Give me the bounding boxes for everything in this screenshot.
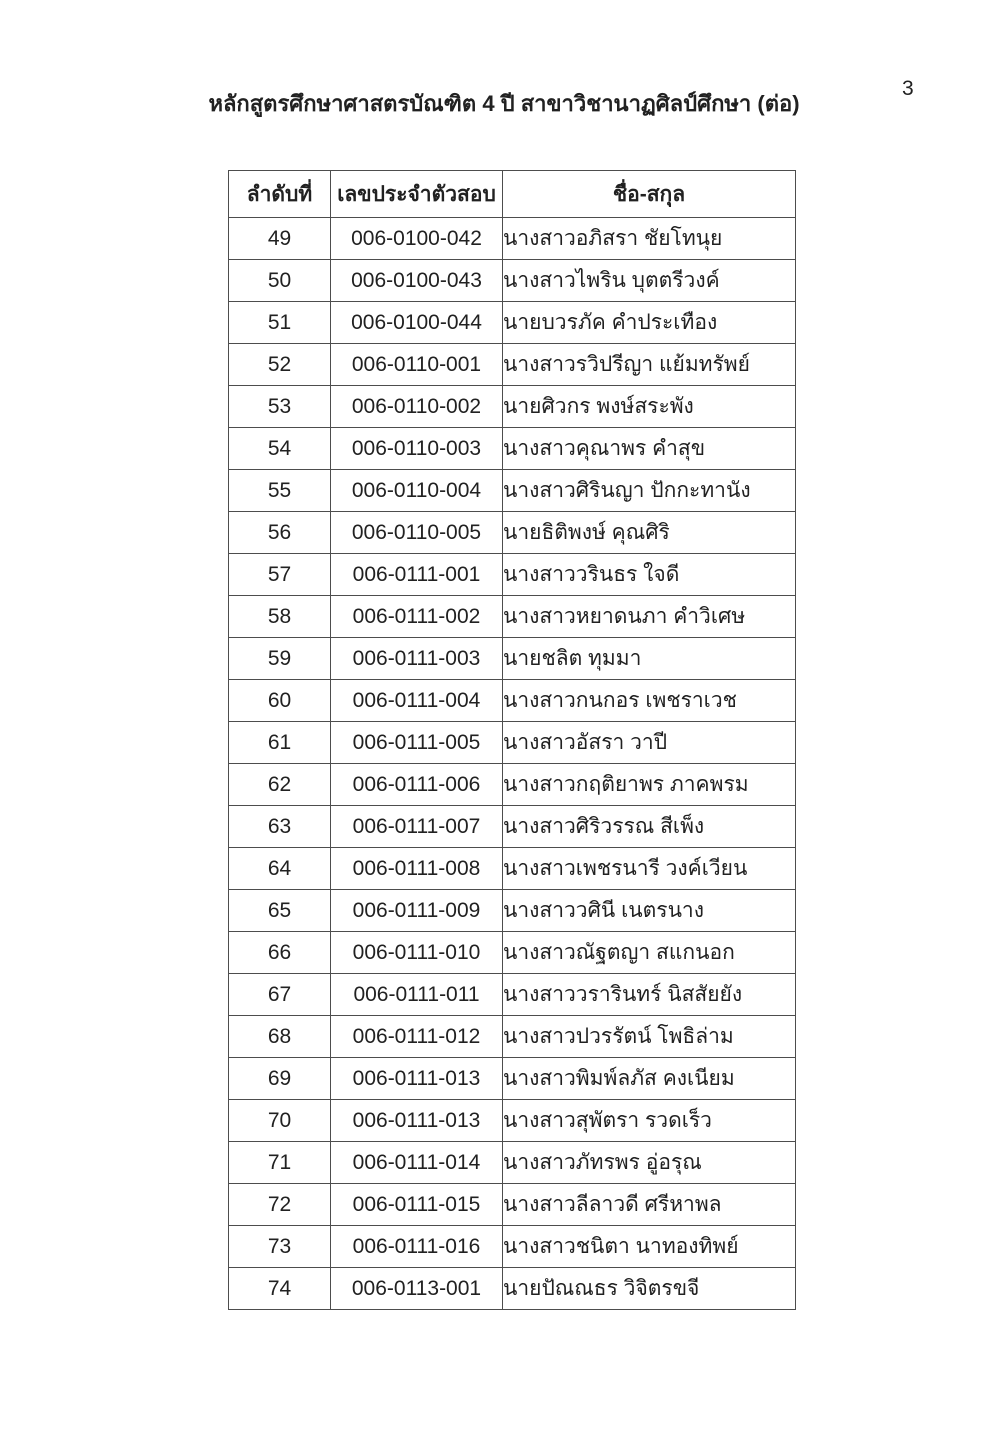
row-candidate-name: นางสาวคุณาพร คำสุข [503,428,796,470]
row-order-number: 74 [229,1268,331,1310]
row-candidate-name: นางสาวไพริน บุตตรีวงค์ [503,260,796,302]
row-exam-id: 006-0111-010 [331,932,503,974]
row-order-number: 56 [229,512,331,554]
table-row [229,722,796,764]
row-order-number: 54 [229,428,331,470]
table-row [229,1226,796,1268]
table-header [229,171,796,218]
table-row [229,1268,796,1310]
table-row [229,260,796,302]
table-row [229,1142,796,1184]
table-row [229,974,796,1016]
row-candidate-name: นางสาววศินี เนตรนาง [503,890,796,932]
row-order-number: 52 [229,344,331,386]
row-candidate-name: นายปัณณธร วิจิตรขจี [503,1268,796,1310]
row-candidate-name: นางสาวศิริวรรณ สีเพ็ง [503,806,796,848]
row-candidate-name: นางสาวกนกอร เพชราเวช [503,680,796,722]
row-exam-id: 006-0110-002 [331,386,503,428]
row-candidate-name: นางสาวอภิสรา ชัยโทนุย [503,218,796,260]
table-header-row [229,171,796,218]
row-exam-id: 006-0110-003 [331,428,503,470]
table-row [229,428,796,470]
row-exam-id: 006-0100-044 [331,302,503,344]
table-row [229,218,796,260]
row-exam-id: 006-0111-003 [331,638,503,680]
header-order-number: ลำดับที่ [229,171,331,218]
row-candidate-name: นางสาวรวิปรีญา แย้มทรัพย์ [503,344,796,386]
row-exam-id: 006-0100-043 [331,260,503,302]
header-full-name: ชื่อ-สกุล [503,171,796,218]
table-row [229,764,796,806]
row-exam-id: 006-0100-042 [331,218,503,260]
row-order-number: 49 [229,218,331,260]
row-candidate-name: นางสาวชนิตา นาทองทิพย์ [503,1226,796,1268]
row-exam-id: 006-0111-006 [331,764,503,806]
row-exam-id: 006-0111-011 [331,974,503,1016]
row-candidate-name: นายบวรภัค คำประเทือง [503,302,796,344]
row-exam-id: 006-0111-014 [331,1142,503,1184]
row-exam-id: 006-0111-005 [331,722,503,764]
table-row [229,1184,796,1226]
row-order-number: 58 [229,596,331,638]
row-order-number: 55 [229,470,331,512]
table-row [229,596,796,638]
table-body [229,218,796,1310]
row-order-number: 65 [229,890,331,932]
row-exam-id: 006-0111-008 [331,848,503,890]
row-exam-id: 006-0111-013 [331,1058,503,1100]
row-order-number: 63 [229,806,331,848]
row-exam-id: 006-0111-013 [331,1100,503,1142]
row-candidate-name: นางสาววรินธร ใจดี [503,554,796,596]
row-order-number: 62 [229,764,331,806]
table-row [229,1058,796,1100]
row-order-number: 70 [229,1100,331,1142]
row-order-number: 51 [229,302,331,344]
row-candidate-name: นางสาวลีลาวดี ศรีหาพล [503,1184,796,1226]
row-order-number: 57 [229,554,331,596]
row-candidate-name: นางสาววรารินทร์ นิสสัยยัง [503,974,796,1016]
row-exam-id: 006-0111-002 [331,596,503,638]
row-exam-id: 006-0111-007 [331,806,503,848]
row-order-number: 60 [229,680,331,722]
table-row [229,890,796,932]
table-row [229,1100,796,1142]
row-exam-id: 006-0111-016 [331,1226,503,1268]
table-row [229,1016,796,1058]
row-candidate-name: นางสาวอัสรา วาปี [503,722,796,764]
row-exam-id: 006-0111-009 [331,890,503,932]
table-row [229,554,796,596]
row-candidate-name: นางสาวปวรรัตน์ โพธิล่าม [503,1016,796,1058]
table-row [229,302,796,344]
row-exam-id: 006-0110-004 [331,470,503,512]
candidate-table [228,170,796,1310]
table-row [229,344,796,386]
row-order-number: 73 [229,1226,331,1268]
row-order-number: 61 [229,722,331,764]
row-order-number: 68 [229,1016,331,1058]
row-exam-id: 006-0111-004 [331,680,503,722]
table-row [229,848,796,890]
row-order-number: 72 [229,1184,331,1226]
row-order-number: 67 [229,974,331,1016]
row-exam-id: 006-0111-012 [331,1016,503,1058]
page-number: 3 [902,77,914,100]
row-exam-id: 006-0113-001 [331,1268,503,1310]
header-exam-id: เลขประจำตัวสอบ [331,171,503,218]
row-candidate-name: นางสาวหยาดนภา คำวิเศษ [503,596,796,638]
row-exam-id: 006-0111-001 [331,554,503,596]
page-title: หลักสูตรศึกษาศาสตรบัณฑิต 4 ปี สาขาวิชานาฏศิลป์ศึกษา (ต่อ) [208,91,800,116]
row-order-number: 53 [229,386,331,428]
table-row [229,386,796,428]
row-exam-id: 006-0111-015 [331,1184,503,1226]
row-order-number: 66 [229,932,331,974]
table-row [229,638,796,680]
row-candidate-name: นางสาวพิมพ์ลภัส คงเนียม [503,1058,796,1100]
row-candidate-name: นายธิติพงษ์ คุณศิริ [503,512,796,554]
row-order-number: 59 [229,638,331,680]
row-order-number: 50 [229,260,331,302]
row-candidate-name: นางสาวศิรินญา ปักกะทานัง [503,470,796,512]
row-candidate-name: นางสาวเพชรนารี วงค์เวียน [503,848,796,890]
table-row [229,806,796,848]
row-candidate-name: นายชลิต ทุมมา [503,638,796,680]
row-candidate-name: นางสาวภัทรพร อู่อรุณ [503,1142,796,1184]
row-candidate-name: นางสาวณัฐตญา สแกนอก [503,932,796,974]
row-candidate-name: นางสาวกฤติยาพร ภาคพรม [503,764,796,806]
table-row [229,470,796,512]
table-row [229,512,796,554]
row-order-number: 71 [229,1142,331,1184]
row-exam-id: 006-0110-001 [331,344,503,386]
row-candidate-name: นางสาวสุพัตรา รวดเร็ว [503,1100,796,1142]
row-candidate-name: นายศิวกร พงษ์สระพัง [503,386,796,428]
table-row [229,932,796,974]
table-row [229,680,796,722]
row-order-number: 64 [229,848,331,890]
row-exam-id: 006-0110-005 [331,512,503,554]
row-order-number: 69 [229,1058,331,1100]
